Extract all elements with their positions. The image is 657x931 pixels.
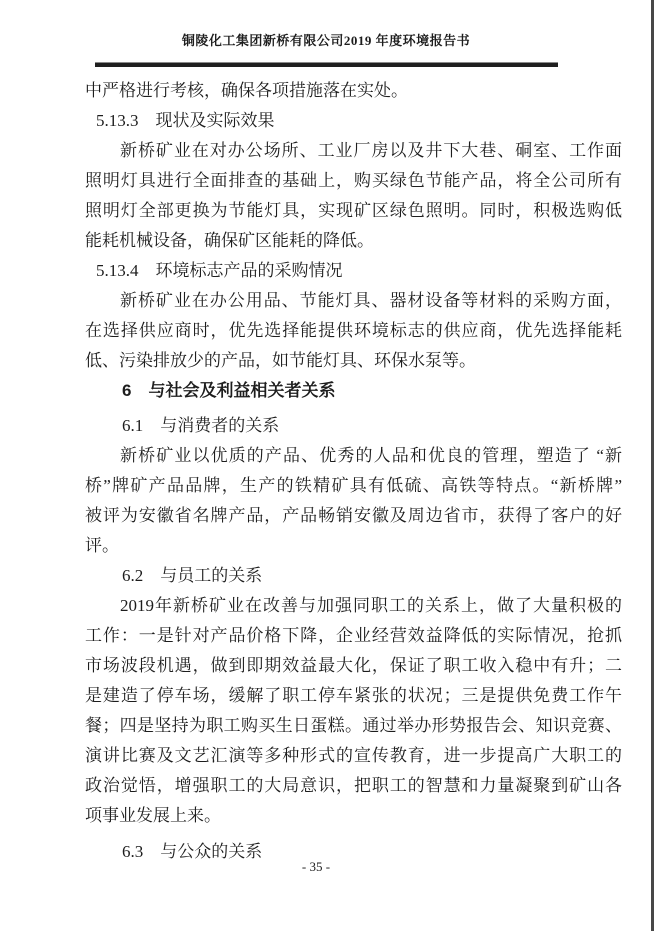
scan-edge-line	[651, 0, 654, 931]
paragraph-line: 市场波段机遇，做到即期效益最大化，保证了职工收入稳中有升；二	[85, 656, 622, 675]
paragraph-line: 新桥矿业在对办公场所、工业厂房以及井下大巷、硐室、工作面	[120, 141, 622, 160]
paragraph-line: 中严格进行考核，确保各项措施落在实处。	[85, 81, 408, 100]
paragraph-line: 低、污染排放少的产品，如节能灯具、环保水泵等。	[85, 351, 476, 370]
subsection-heading: 6.1 与消费者的关系	[122, 416, 280, 435]
header-title: 铜陵化工集团新桥有限公司2019 年度环境报告书	[181, 33, 471, 48]
paragraph-line: 政治觉悟，增强职工的大局意识，把职工的智慧和力量凝聚到矿山各	[85, 776, 622, 795]
paragraph-line: 桥”牌矿产品品牌，生产的铁精矿具有低硫、高铁等特点。“新桥牌”	[85, 476, 622, 495]
section-heading: 6 与社会及利益相关者关系	[122, 381, 336, 400]
paragraph-line: 演讲比赛及文艺汇演等多种形式的宣传教育，进一步提高广大职工的	[85, 746, 622, 765]
subsubsection-heading: 5.13.4 环境标志产品的采购情况	[96, 261, 343, 280]
paragraph-line: 照明灯全部更换为节能灯具，实现矿区绿色照明。同时，积极选购低	[85, 201, 622, 220]
subsection-heading: 6.3 与公众的关系	[122, 842, 263, 861]
paragraph-line: 照明灯具进行全面排查的基础上，购买绿色节能产品，将全公司所有	[85, 171, 622, 190]
paragraph-line: 是建造了停车场，缓解了职工停车紧张的状况；三是提供免费工作午	[85, 686, 622, 705]
subsection-heading: 6.2 与员工的关系	[122, 566, 263, 585]
page-number: - 35 -	[301, 859, 331, 874]
paragraph-line: 能耗机械设备，确保矿区能耗的降低。	[85, 231, 374, 250]
document-content	[85, 76, 622, 867]
paragraph-line: 工作：一是针对产品价格下降，企业经营效益降低的实际情况，抢抓	[85, 626, 622, 645]
page-footer	[85, 858, 547, 876]
paragraph-line: 新桥矿业以优质的产品、优秀的人品和优良的管理，塑造了 “新	[120, 446, 622, 465]
paragraph-line: 被评为安徽省名牌产品，产品畅销安徽及周边省市，获得了客户的好	[85, 506, 622, 525]
paragraph-line: 项事业发展上来。	[85, 806, 221, 825]
header-rule	[95, 62, 558, 67]
paragraph-line: 2019年新桥矿业在改善与加强同职工的关系上，做了大量积极的	[120, 596, 622, 615]
paragraph-line: 新桥矿业在办公用品、节能灯具、器材设备等材料的采购方面，	[120, 291, 622, 310]
paragraph-line: 评。	[85, 536, 119, 555]
paragraph-line: 在选择供应商时，优先选择能提供环境标志的供应商，优先选择能耗	[85, 321, 622, 340]
subsubsection-heading: 5.13.3 现状及实际效果	[96, 111, 275, 130]
paragraph-line: 餐；四是坚持为职工购买生日蛋糕。通过举办形势报告会、知识竞赛、	[85, 716, 622, 735]
